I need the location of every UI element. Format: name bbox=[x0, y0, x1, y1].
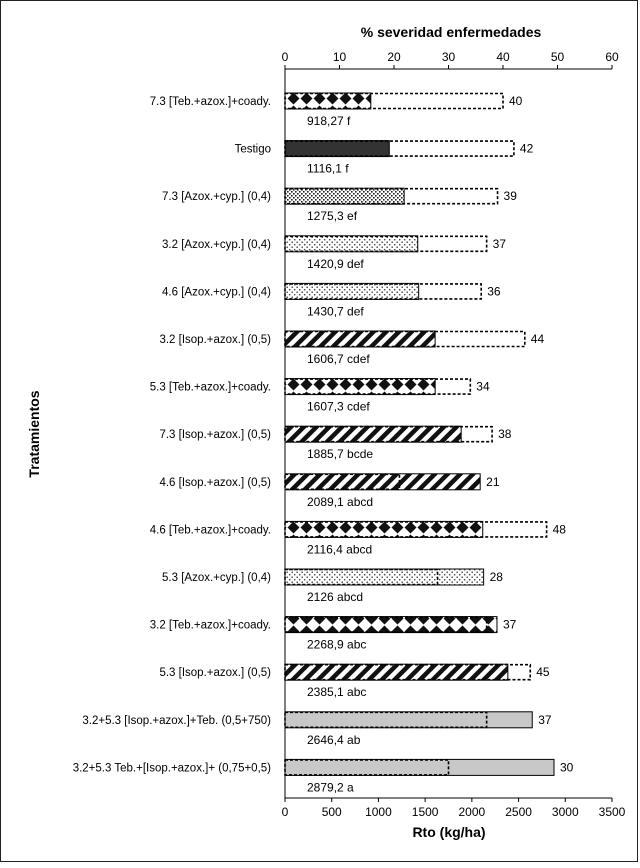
yield-value-label: 2126 abcd bbox=[307, 590, 364, 604]
category-label: 3.2 [Azox.+cyp.] (0,4) bbox=[162, 238, 271, 251]
yield-bar bbox=[285, 569, 484, 585]
severity-value-label: 36 bbox=[487, 284, 501, 299]
yield-bar bbox=[285, 141, 389, 157]
yield-bar bbox=[285, 426, 461, 442]
bottom-axis bbox=[282, 69, 626, 819]
yield-value-label: 918,27 f bbox=[307, 114, 351, 128]
category-label: Testigo bbox=[234, 143, 271, 156]
bottom-tick-label: 0 bbox=[281, 805, 289, 819]
yield-value-label: 1275,3 ef bbox=[307, 209, 358, 224]
bars-group bbox=[285, 93, 574, 794]
yield-bar bbox=[285, 379, 435, 395]
severity-value-label: 37 bbox=[492, 236, 507, 251]
severity-value-label: 28 bbox=[489, 570, 503, 584]
top-tick-label: 20 bbox=[387, 50, 401, 64]
yield-value-label: 2116,4 abcd bbox=[307, 542, 373, 557]
top-axis bbox=[282, 50, 619, 69]
top-tick-label: 60 bbox=[605, 50, 619, 64]
yield-bar bbox=[285, 331, 435, 347]
bottom-tick-label: 500 bbox=[321, 805, 342, 819]
bottom-tick-label: 2000 bbox=[458, 805, 486, 819]
yield-bar bbox=[285, 712, 532, 728]
yield-bar bbox=[285, 759, 554, 775]
category-label: 5.3 [Azox.+cyp.] (0,4) bbox=[162, 572, 271, 584]
top-tick-label: 50 bbox=[550, 50, 565, 64]
category-label: 7.3 [Isop.+azox.] (0,5) bbox=[159, 429, 271, 442]
bottom-tick-label: 1000 bbox=[365, 805, 392, 819]
bottom-tick-label: 2500 bbox=[505, 805, 532, 819]
yield-bar bbox=[285, 93, 371, 109]
severity-value-label: 37 bbox=[502, 617, 517, 632]
severity-value-label: 34 bbox=[476, 379, 490, 394]
top-tick-label: 30 bbox=[441, 50, 456, 64]
severity-value-label: 38 bbox=[498, 427, 512, 442]
yield-value-label: 2089,1 abcd bbox=[307, 494, 374, 509]
category-label: 3.2 [Isop.+azox.] (0,5) bbox=[159, 334, 271, 346]
category-label: 4.6 [Isop.+azox.] (0,5) bbox=[159, 476, 271, 489]
severity-value-label: 44 bbox=[530, 332, 545, 346]
severity-value-label: 30 bbox=[559, 760, 574, 775]
top-tick-label: 40 bbox=[496, 50, 510, 64]
category-label: 5.3 [Isop.+azox.] (0,5) bbox=[159, 667, 271, 680]
category-label: 3.2 [Teb.+azox.]+coady. bbox=[149, 619, 271, 632]
category-label: 7.3 [Teb.+azox.]+coady. bbox=[149, 96, 271, 108]
bottom-tick-label: 3000 bbox=[551, 805, 579, 819]
top-tick-label: 10 bbox=[332, 50, 347, 64]
yield-value-label: 2268,9 abc bbox=[307, 637, 367, 652]
yield-value-label: 1430,7 def bbox=[307, 304, 364, 319]
bar-chart bbox=[1, 1, 639, 863]
category-labels bbox=[73, 96, 271, 774]
category-label: 7.3 [Azox.+cyp.] (0,4) bbox=[162, 191, 271, 204]
severity-value-label: 39 bbox=[503, 189, 517, 204]
yield-bar bbox=[285, 283, 419, 299]
yield-value-label: 2385,1 abc bbox=[307, 685, 367, 700]
yield-value-label: 2879,2 a bbox=[307, 780, 354, 795]
severity-value-label: 37 bbox=[538, 712, 552, 727]
severity-value-label: 21 bbox=[486, 474, 500, 489]
yield-value-label: 1885,7 bcde bbox=[307, 447, 374, 462]
severity-value-label: 48 bbox=[552, 522, 566, 537]
category-label: 3.2+5.3 Teb.+[Isop.+azox.]+ (0,75+0,5) bbox=[72, 762, 271, 775]
category-label: 4.6 [Teb.+azox.]+coady. bbox=[149, 524, 271, 537]
yield-bar bbox=[285, 474, 480, 490]
bottom-tick-label: 1500 bbox=[411, 805, 439, 819]
yield-bar bbox=[285, 236, 418, 252]
yield-value-label: 2646,4 ab bbox=[307, 732, 361, 747]
yield-value-label: 1606,7 cdef bbox=[307, 352, 370, 366]
category-label: 4.6 [Azox.+cyp.] (0,4) bbox=[162, 286, 271, 299]
top-tick-label: 0 bbox=[281, 50, 289, 64]
severity-value-label: 42 bbox=[519, 141, 534, 156]
yield-bar bbox=[285, 664, 508, 680]
severity-value-label: 40 bbox=[509, 94, 523, 108]
category-label: 3.2+5.3 [Isop.+azox.]+Teb. (0,5+750) bbox=[82, 714, 271, 727]
yield-bar bbox=[285, 617, 497, 633]
yield-value-label: 1420,9 def bbox=[307, 256, 364, 271]
top-axis-title: % severidad enfermedades bbox=[360, 24, 542, 40]
bottom-axis-title: Rto (kg/ha) bbox=[412, 824, 486, 840]
yield-bar bbox=[285, 188, 404, 204]
yield-value-label: 1607,3 cdef bbox=[307, 399, 370, 414]
category-label: 5.3 [Teb.+azox.]+coady. bbox=[149, 381, 271, 394]
y-axis-title: Tratamientos bbox=[26, 390, 42, 478]
yield-value-label: 1116,1 f bbox=[307, 161, 349, 176]
severity-value-label: 45 bbox=[536, 665, 550, 680]
bottom-tick-label: 3500 bbox=[598, 805, 626, 819]
yield-bar bbox=[285, 521, 483, 537]
